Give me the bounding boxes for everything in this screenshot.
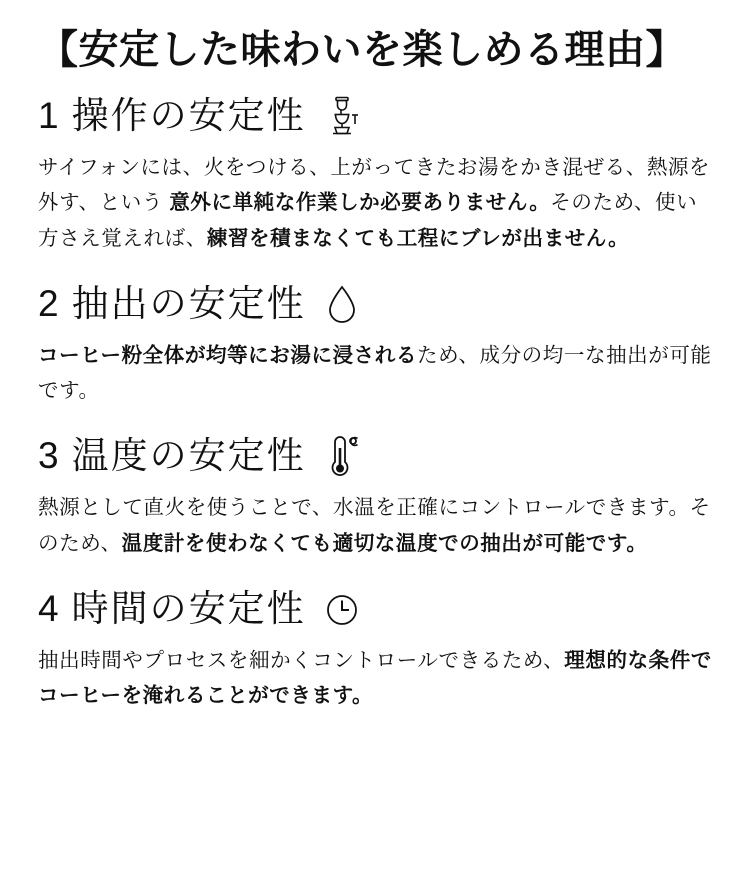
- section-heading: [38, 280, 718, 328]
- clock-icon: [318, 585, 366, 633]
- section-body: [38, 338, 718, 409]
- section-label: 操作の安定性: [71, 94, 306, 136]
- text-run: そのため、使い方さえ覚えれば、: [38, 191, 698, 250]
- section-heading: [38, 92, 718, 140]
- section-time-stability: [38, 585, 718, 714]
- page-title: 【安定した味わいを楽しめる理由】: [38, 28, 686, 72]
- section-label: 温度の安定性: [71, 435, 306, 477]
- text-run: 熱源として直火を使うことで、水温を正確にコントロールできます。そのため、: [38, 496, 711, 555]
- siphon-icon: [318, 92, 366, 140]
- section-heading: [38, 585, 718, 633]
- section-body: [38, 643, 718, 714]
- section-number: 3: [38, 435, 60, 477]
- section-label: 時間の安定性: [71, 587, 306, 629]
- section-number: 1: [38, 94, 60, 136]
- text-run-bold: 理想的な条件でコーヒーを淹れることができます。: [38, 648, 712, 707]
- text-run-bold: 練習を積まなくても工程にブレが出ません。: [206, 226, 630, 250]
- section-extraction-stability: [38, 280, 718, 409]
- text-run: 抽出時間やプロセスを細かくコントロールできるため、: [38, 648, 565, 672]
- section-temperature-stability: [38, 432, 718, 561]
- section-body: [38, 490, 718, 561]
- thermometer-icon: [318, 432, 366, 480]
- section-number: 2: [38, 282, 60, 324]
- section-label: 抽出の安定性: [71, 282, 306, 324]
- water-drop-icon: [318, 280, 366, 328]
- text-run-bold: コーヒー粉全体が均等にお湯に浸される: [38, 343, 417, 367]
- text-run-bold: 意外に単純な作業しか必要ありません。: [169, 191, 551, 215]
- section-body: [38, 150, 718, 256]
- text-run: サイフォンには、火をつける、上がってきたお湯をかき混ぜる、熱源を外す、という: [38, 156, 711, 215]
- section-operation-stability: [38, 92, 718, 256]
- text-run-bold: 温度計を使わなくても適切な温度での抽出が可能です。: [121, 531, 648, 555]
- section-heading: [38, 432, 718, 480]
- text-run: ため、成分の均一な抽出が可能です。: [38, 343, 712, 402]
- section-number: 4: [38, 587, 60, 629]
